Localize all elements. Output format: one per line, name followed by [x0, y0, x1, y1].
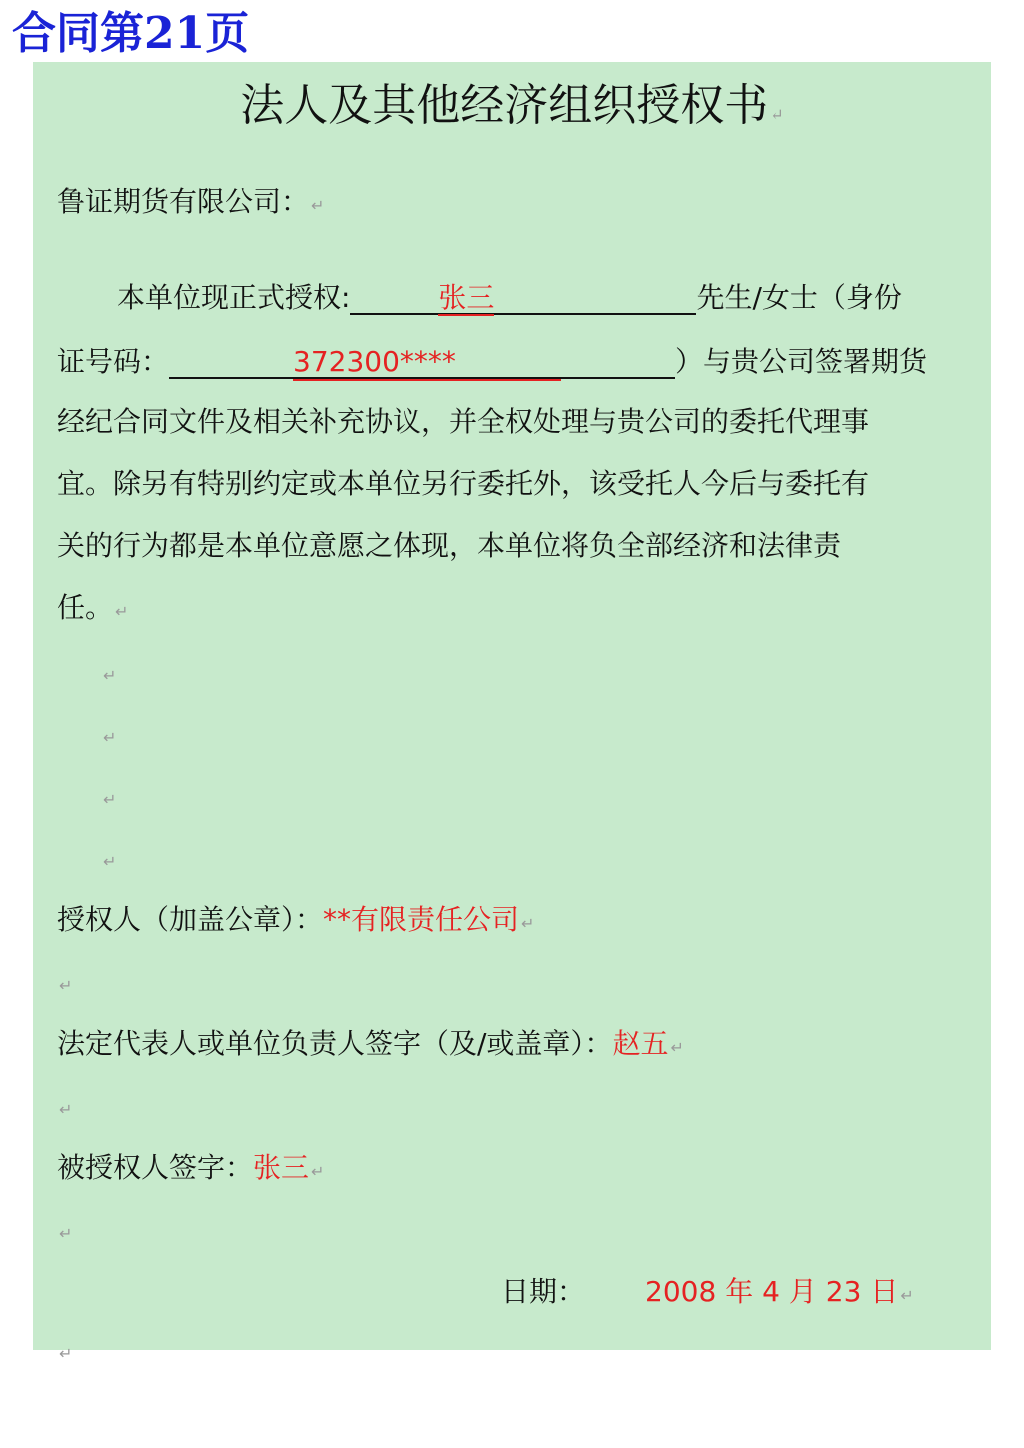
empty-paragraph — [57, 1330, 73, 1363]
paragraph-mark: ↵ — [103, 666, 117, 685]
paragraph-line-2 — [57, 342, 927, 382]
authorized-person-value: 张三 — [438, 281, 495, 314]
date-label: 日期： — [501, 1275, 586, 1308]
date-year: 2008 — [645, 1275, 717, 1308]
grantee-label: 被授权人签字： — [57, 1151, 254, 1184]
paragraph-mark: ↵ — [670, 1038, 684, 1057]
authorization-suffix: 先生/女士（身份 — [696, 281, 902, 314]
paragraph-line-3: 经纪合同文件及相关补充协议，并全权处理与贵公司的委托代理事 — [57, 405, 870, 438]
grantor-value: **有限责任公司 — [323, 903, 520, 936]
paragraph-line-6: 任。 ↵ — [57, 591, 129, 624]
paragraph-mark: ↵ — [115, 602, 129, 621]
grantor-line — [57, 900, 534, 944]
paragraph-mark: ↵ — [59, 1224, 73, 1243]
empty-paragraph — [57, 1210, 72, 1254]
empty-paragraph — [101, 838, 116, 882]
addressee: 鲁证期货有限公司： — [57, 185, 310, 218]
paragraph-mark: ↵ — [103, 790, 117, 809]
legal-rep-value: 赵五 — [612, 1027, 669, 1060]
date-month: 4 — [762, 1275, 780, 1308]
authorized-person-field — [350, 281, 696, 315]
paragraph-mark: ↵ — [311, 1162, 325, 1181]
paragraph-line-4: 宜。除另有特别约定或本单位另行委托外，该受托人今后与委托有 — [57, 467, 870, 500]
page-label: 合同第21页 — [12, 8, 250, 59]
date-line — [501, 1272, 914, 1316]
paragraph-mark: ↵ — [59, 1344, 73, 1363]
empty-paragraph — [57, 1086, 72, 1130]
id-number-value: 372300**** — [293, 345, 561, 381]
empty-paragraph — [101, 776, 116, 820]
paragraph-mark: ↵ — [900, 1286, 914, 1305]
empty-paragraph — [57, 962, 72, 1006]
empty-paragraph — [101, 714, 116, 758]
paragraph-mark: ↵ — [103, 852, 117, 871]
legal-rep-label: 法定代表人或单位负责人签字（及/或盖章）： — [57, 1027, 613, 1060]
grantee-line — [57, 1148, 324, 1192]
empty-paragraph — [101, 652, 116, 696]
date-day: 23 — [825, 1275, 862, 1308]
date-year-unit: 年 — [725, 1275, 754, 1308]
addressee-line — [57, 182, 324, 226]
paragraph-mark: ↵ — [103, 728, 117, 747]
paragraph-mark: ↵ — [59, 976, 73, 995]
id-label: 证号码： — [57, 345, 170, 378]
date-day-unit: 日 — [870, 1275, 899, 1308]
paragraph-line-5: 关的行为都是本单位意愿之体现，本单位将负全部经济和法律责 — [57, 529, 842, 562]
paragraph-line-1 — [117, 278, 902, 318]
date-month-unit: 月 — [788, 1275, 817, 1308]
legal-rep-line — [57, 1024, 684, 1068]
authorization-document — [33, 62, 991, 1363]
document-title: 法人及其他经济组织授权书 ↵ — [240, 80, 784, 131]
paragraph-mark: ↵ — [311, 196, 325, 215]
authorization-prefix: 本单位现正式授权: — [117, 281, 351, 314]
grantor-label: 授权人（加盖公章）： — [57, 903, 324, 936]
paragraph-mark: ↵ — [770, 105, 784, 124]
id-suffix: ）与贵公司签署期货 — [675, 345, 928, 378]
paragraph-mark: ↵ — [521, 914, 535, 933]
grantee-value: 张三 — [253, 1151, 310, 1184]
paragraph-mark: ↵ — [59, 1100, 73, 1119]
id-number-field — [169, 345, 675, 379]
